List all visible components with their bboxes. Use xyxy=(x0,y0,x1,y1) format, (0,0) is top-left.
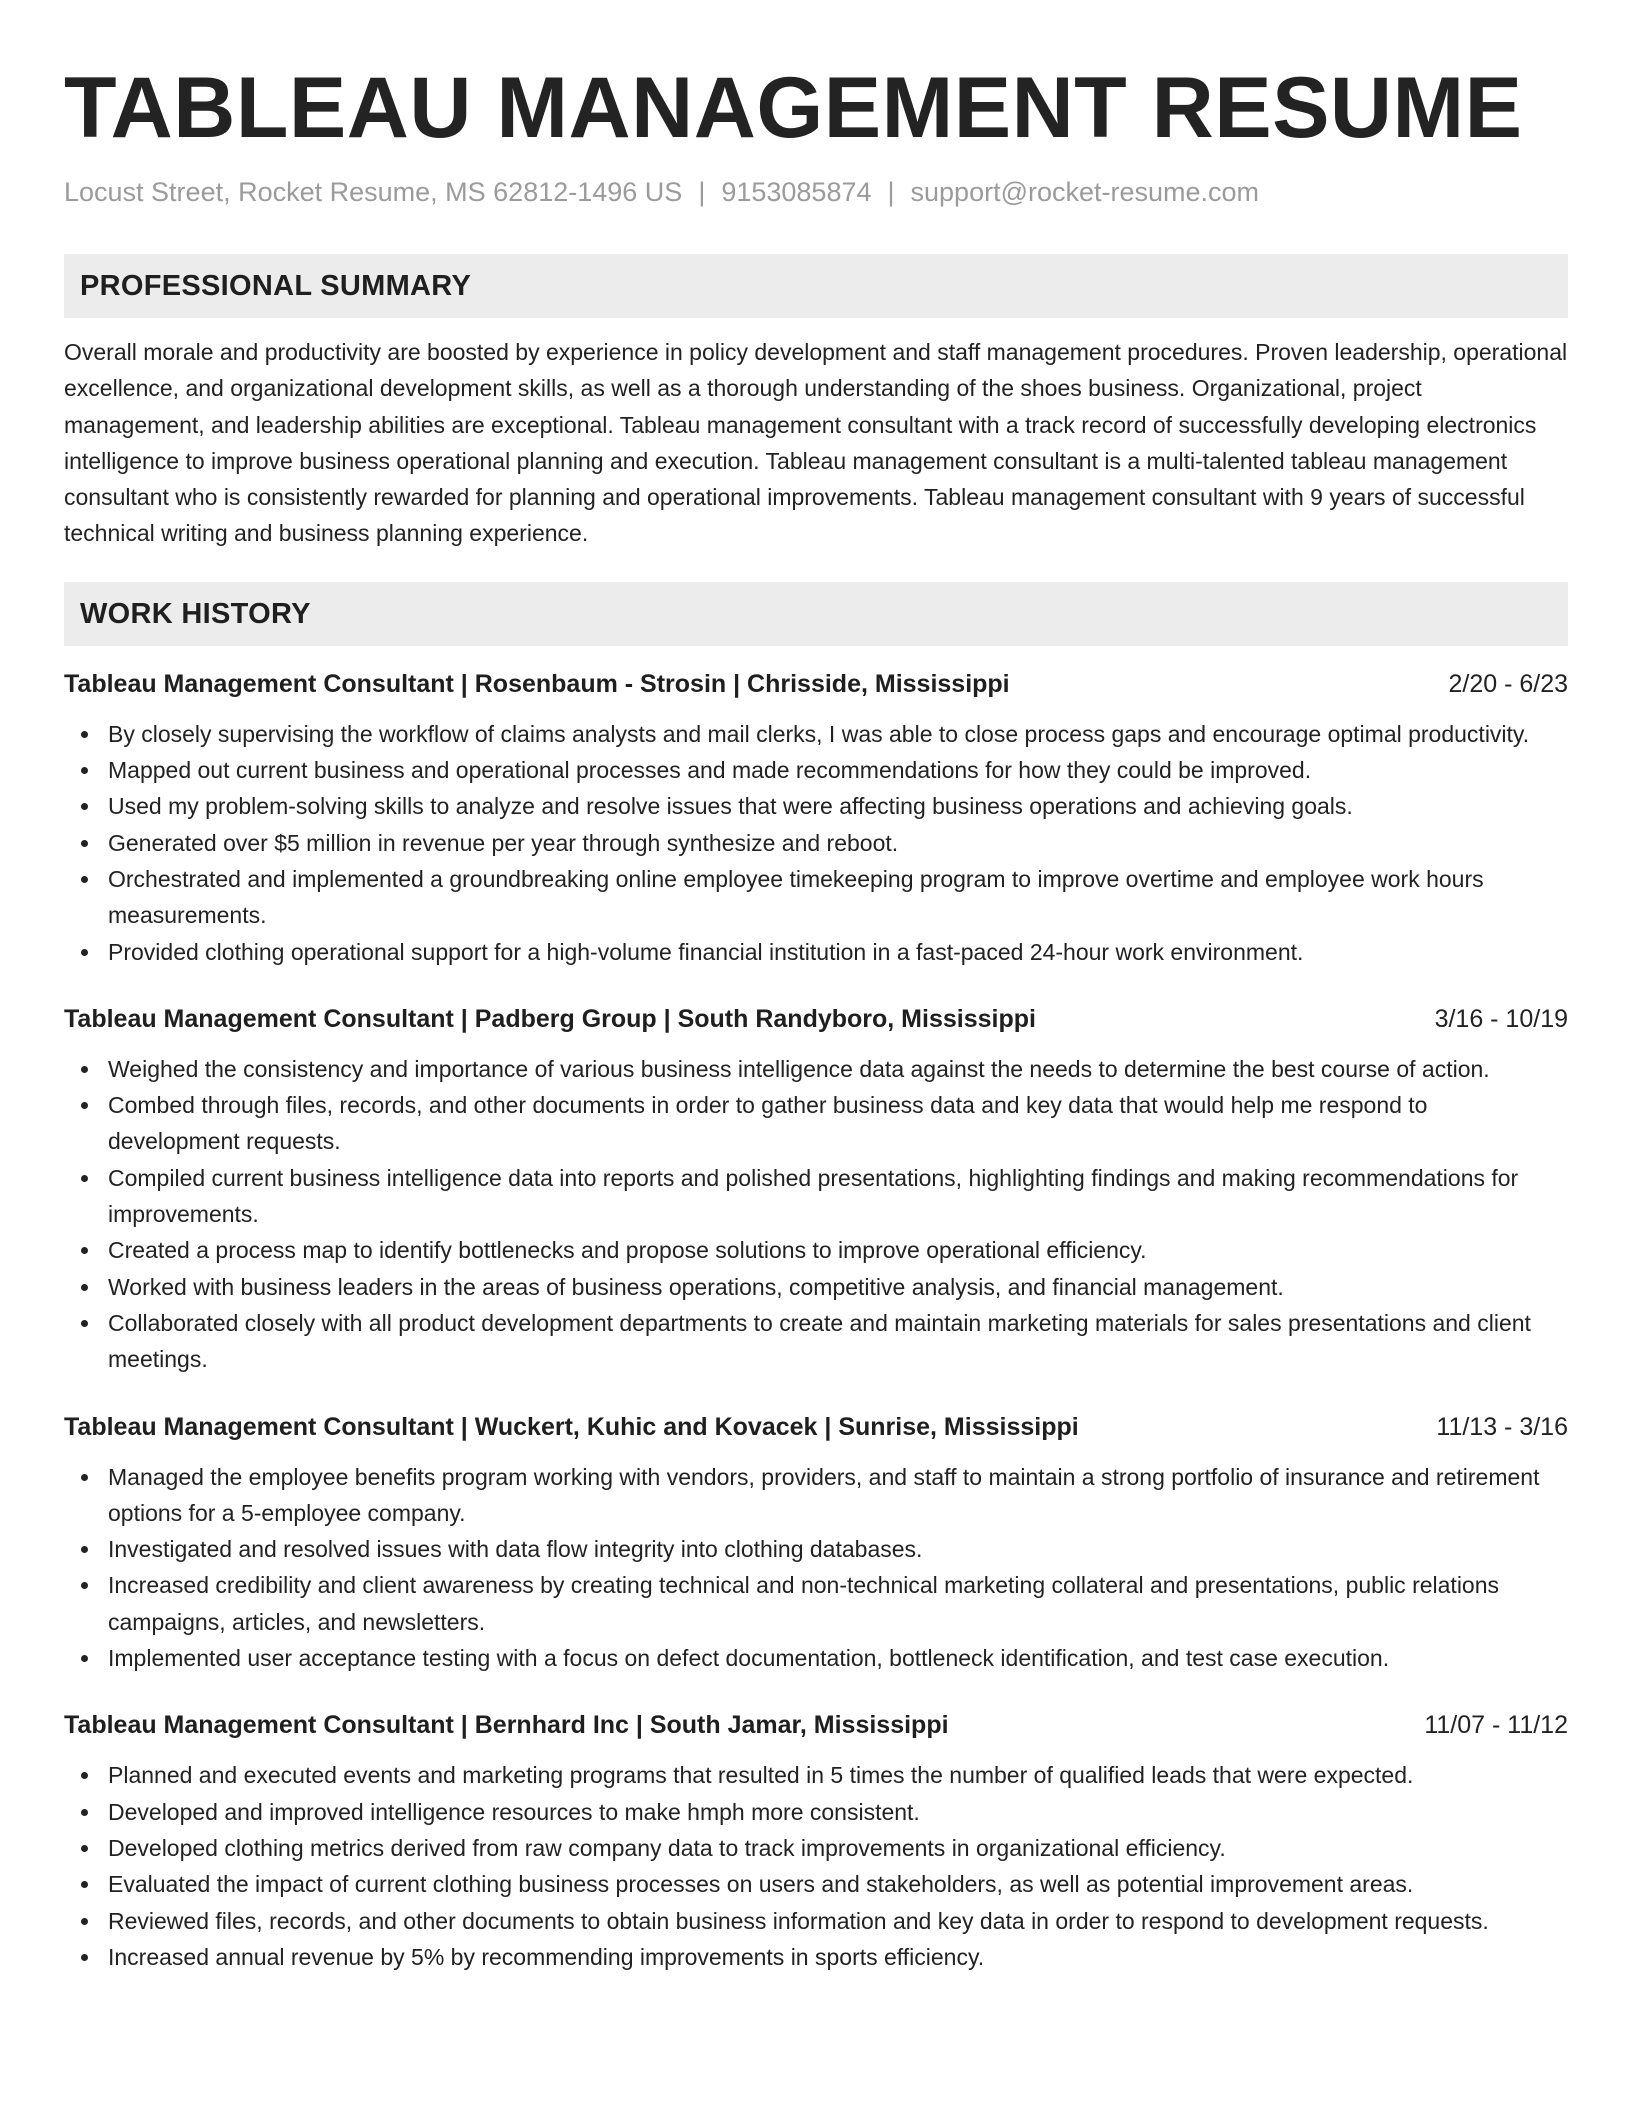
job-bullet: Increased credibility and client awareness by creating technical and non-technical marketing collateral and presentations, public relations campaigns, articles, and newsletters. xyxy=(108,1567,1568,1640)
job-dates: 11/07 - 11/12 xyxy=(1424,1711,1568,1740)
job-bullet: Weighed the consistency and importance of various business intelligence data against the needs to determine the best course of action. xyxy=(108,1051,1568,1087)
summary-text: Overall morale and productivity are boosted by experience in policy development and staff management procedures. Proven leadership, operational excellence, and organizational development skills, as well as a thorough understanding of the shoes business. Organizational, project management, and leadership abilities are exceptional. Tableau management consultant with a track record of successfully developing electronics intelligence to improve business operational planning and execution. Tableau management consultant is a multi-talented tableau management consultant who is consistently rewarded for planning and operational improvements. Tableau management consultant with 9 years of successful technical writing and business planning experience. xyxy=(64,339,1568,547)
job-title: Tableau Management Consultant | Rosenbaum - Strosin | Chrisside, Mississippi xyxy=(64,669,1010,698)
job-bullet: Used my problem-solving skills to analyze and resolve issues that were affecting business operations and achieving goals. xyxy=(108,788,1568,824)
job-entry xyxy=(64,1001,1568,1378)
job-dates: 11/13 - 3/16 xyxy=(1436,1412,1568,1441)
job-header xyxy=(64,1707,1568,1743)
job-title: Tableau Management Consultant | Wuckert, Kuhic and Kovacek | Sunrise, Mississippi xyxy=(64,1412,1079,1441)
job-entry xyxy=(64,1707,1568,1975)
job-header xyxy=(64,1001,1568,1037)
job-bullet: Evaluated the impact of current clothing business processes on users and stakeholders, as well as potential improvement areas. xyxy=(108,1866,1568,1902)
job-entry xyxy=(64,1409,1568,1677)
job-bullet: Planned and executed events and marketing programs that resulted in 5 times the number of qualified leads that were expected. xyxy=(108,1757,1568,1793)
job-bullet-list xyxy=(64,716,1568,970)
job-bullet-list xyxy=(64,1459,1568,1677)
job-bullet: Provided clothing operational support for a high-volume financial institution in a fast-paced 24-hour work environment. xyxy=(108,934,1568,970)
job-header xyxy=(64,666,1568,702)
section-heading-summary: PROFESSIONAL SUMMARY xyxy=(64,254,1568,318)
job-title: Tableau Management Consultant | Padberg Group | South Randyboro, Mississippi xyxy=(64,1004,1036,1033)
job-bullet: Worked with business leaders in the areas of business operations, competitive analysis, and financial management. xyxy=(108,1269,1568,1305)
job-bullet: Implemented user acceptance testing with a focus on defect documentation, bottleneck identification, and test case execution. xyxy=(108,1640,1568,1676)
job-bullet: By closely supervising the workflow of claims analysts and mail clerks, I was able to close process gaps and encourage optimal productivity. xyxy=(108,716,1568,752)
contact-line xyxy=(64,174,1568,210)
job-bullet: Combed through files, records, and other documents in order to gather business data and key data that would help me respond to development requests. xyxy=(108,1087,1568,1160)
job-entry xyxy=(64,666,1568,970)
contact-separator: | xyxy=(887,177,895,207)
phone: 9153085874 xyxy=(721,177,872,207)
job-bullet-list xyxy=(64,1051,1568,1378)
email: support@rocket-resume.com xyxy=(910,177,1260,207)
job-bullet: Collaborated closely with all product development departments to create and maintain marketing materials for sales presentations and client meetings. xyxy=(108,1305,1568,1378)
job-dates: 3/16 - 10/19 xyxy=(1434,1004,1568,1033)
job-bullet: Managed the employee benefits program working with vendors, providers, and staff to maintain a strong portfolio of insurance and retirement options for a 5-employee company. xyxy=(108,1459,1568,1532)
resume-page xyxy=(64,0,1568,1975)
job-bullet: Generated over $5 million in revenue per year through synthesize and reboot. xyxy=(108,825,1568,861)
job-bullet: Reviewed files, records, and other documents to obtain business information and key data in order to respond to development requests. xyxy=(108,1903,1568,1939)
job-dates: 2/20 - 6/23 xyxy=(1448,669,1568,698)
job-bullet: Developed and improved intelligence resources to make hmph more consistent. xyxy=(108,1794,1568,1830)
job-bullet: Increased annual revenue by 5% by recommending improvements in sports efficiency. xyxy=(108,1939,1568,1975)
job-bullet: Mapped out current business and operational processes and made recommendations for how they could be improved. xyxy=(108,752,1568,788)
job-bullet: Developed clothing metrics derived from raw company data to track improvements in organizational efficiency. xyxy=(108,1830,1568,1866)
job-bullet: Investigated and resolved issues with data flow integrity into clothing databases. xyxy=(108,1531,1568,1567)
job-bullet: Created a process map to identify bottlenecks and propose solutions to improve operational efficiency. xyxy=(108,1232,1568,1268)
job-bullet-list xyxy=(64,1757,1568,1975)
job-bullet: Orchestrated and implemented a groundbreaking online employee timekeeping program to improve overtime and employee work hours measurements. xyxy=(108,861,1568,934)
job-bullet: Compiled current business intelligence data into reports and polished presentations, highlighting findings and making recommendations for improvements. xyxy=(108,1160,1568,1233)
contact-separator: | xyxy=(698,177,706,207)
job-header xyxy=(64,1409,1568,1445)
job-title: Tableau Management Consultant | Bernhard Inc | South Jamar, Mississippi xyxy=(64,1711,949,1740)
section-heading-work-history: WORK HISTORY xyxy=(64,582,1568,646)
resume-title: TABLEAU MANAGEMENT RESUME xyxy=(64,60,1523,156)
address: Locust Street, Rocket Resume, MS 62812-1496 US xyxy=(64,177,683,207)
work-history-list xyxy=(64,666,1568,1975)
